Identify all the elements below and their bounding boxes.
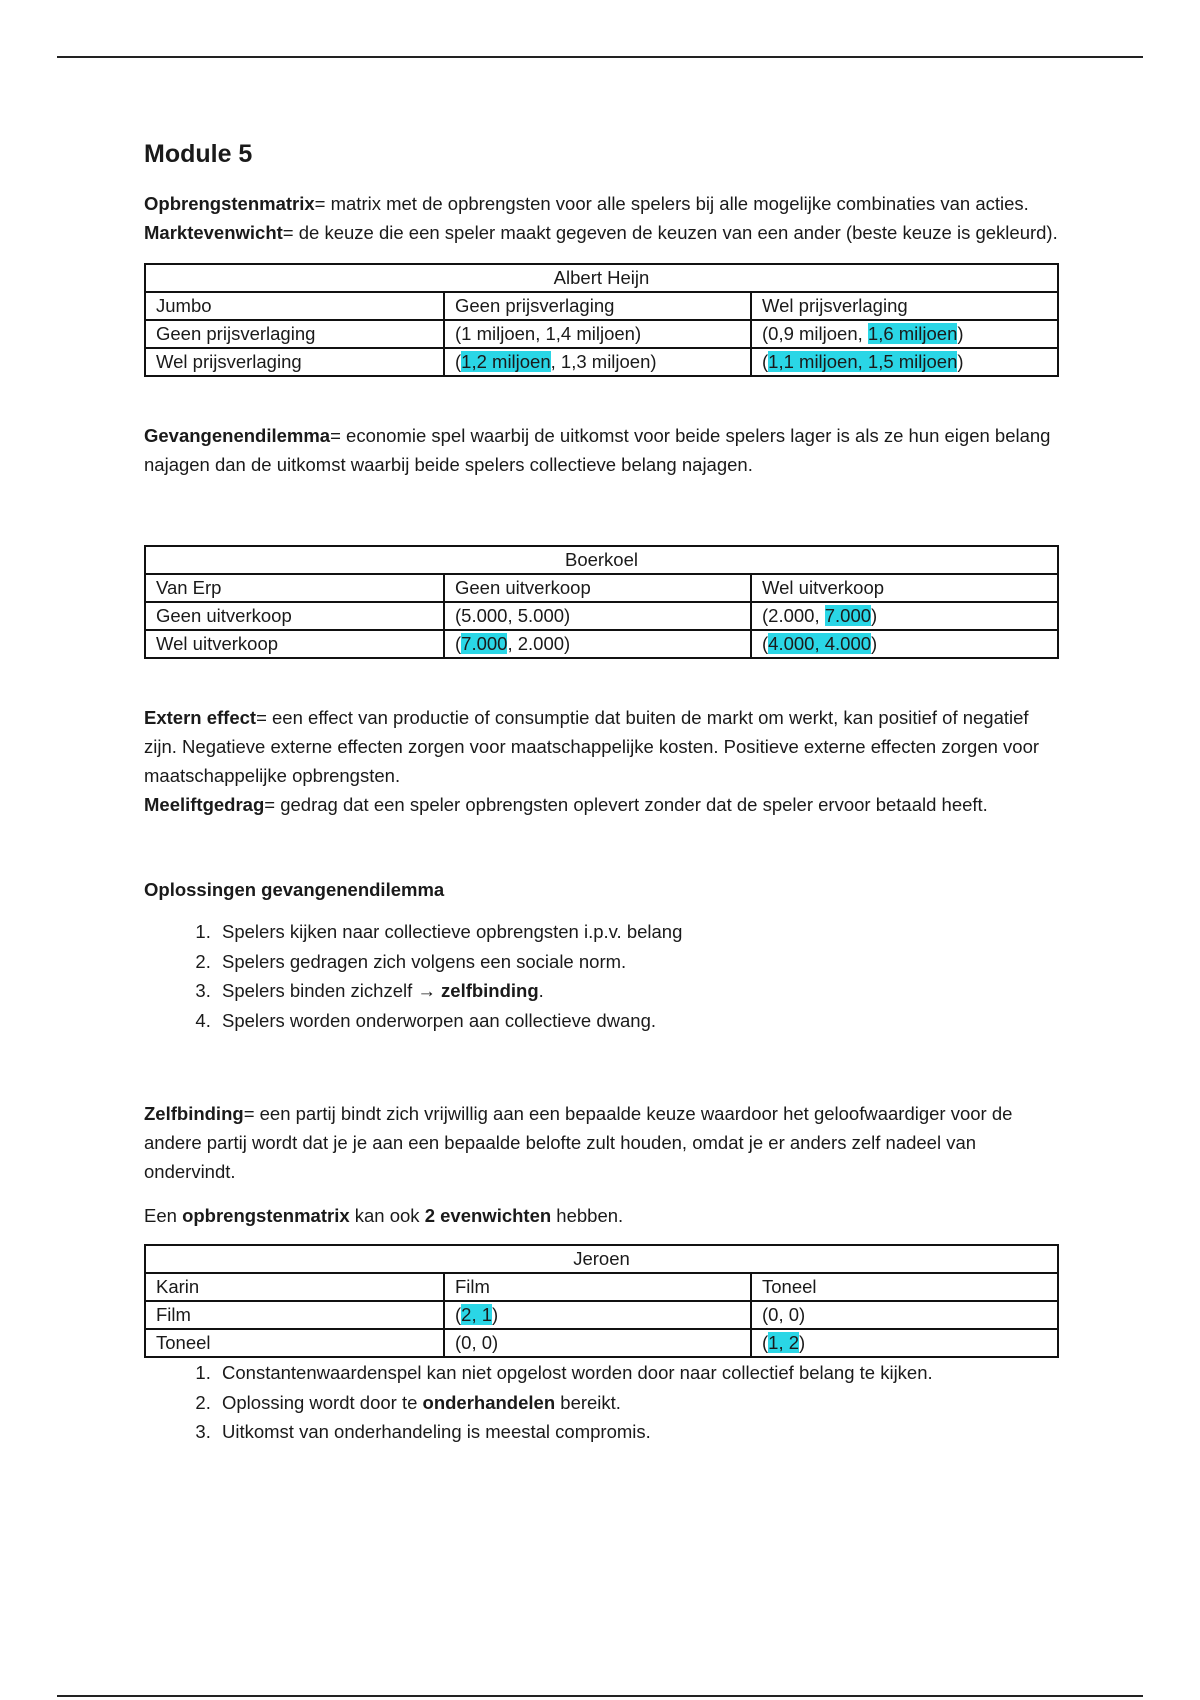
evenwichten-paragraph: Een opbrengstenmatrix kan ook 2 evenwichten hebben. <box>144 1205 624 1226</box>
table-cell: Toneel <box>145 1329 444 1357</box>
definition-marktevenwicht <box>144 218 1064 247</box>
table-cell: (0, 0) <box>444 1329 751 1357</box>
table-cell: (1,1 miljoen, 1,5 miljoen) <box>751 348 1058 376</box>
page-title: Module 5 <box>144 140 253 168</box>
arrow-right-icon: → <box>417 980 436 1001</box>
highlight: 4.000, 4.000 <box>768 633 872 654</box>
definition-text: = economie spel waarbij de uitkomst voor beide spelers lager is als ze hun eigen belang najagen dan de uitkomst waarbij beide spelers collectieve belang najagen. <box>144 425 1051 475</box>
table-cell: (0, 0) <box>751 1301 1058 1329</box>
table-cell: Van Erp <box>145 574 444 602</box>
definition-text: = een effect van productie of consumptie dat buiten de markt om werkt, kan positief of negatief zijn. Negatieve externe effecten zorgen voor maatschappelijke kosten. Positieve externe effecten zorgen voor maatschappelijke opbrengsten. <box>144 707 1040 786</box>
table-cell: (2, 1) <box>444 1301 751 1329</box>
table-cell: (7.000, 2.000) <box>444 630 751 658</box>
table-row <box>145 1273 1058 1301</box>
definition-text: = de keuze die een speler maakt gegeven de keuzen van een ander (beste keuze is gekleurd). <box>282 222 1058 243</box>
definition-meeliftgedrag <box>144 790 1064 819</box>
payoff-table-jeroen <box>144 1244 1059 1358</box>
table-cell: Karin <box>145 1273 444 1301</box>
header-rule <box>57 56 1143 58</box>
definition-text: = gedrag dat een speler opbrengsten oplevert zonder dat de speler ervoor betaald heeft. <box>264 794 988 815</box>
table-cell: Wel uitverkoop <box>145 630 444 658</box>
term: Meeliftgedrag <box>144 794 265 815</box>
table-cell: (1 miljoen, 1,4 miljoen) <box>444 320 751 348</box>
table-row <box>145 602 1058 630</box>
table-cell: (0,9 miljoen, 1,6 miljoen) <box>751 320 1058 348</box>
definition-extern-effect <box>144 703 1064 790</box>
table-cell: (1, 2) <box>751 1329 1058 1357</box>
footer-rule <box>57 1695 1143 1697</box>
list-item: 3. Uitkomst van onderhandeling is meestal compromis. <box>216 1417 1064 1447</box>
table-row <box>145 320 1058 348</box>
section-heading-oplossingen: Oplossingen gevangenendilemma <box>144 879 445 900</box>
table-cell: Jumbo <box>145 292 444 320</box>
table-cell: Wel prijsverlaging <box>145 348 444 376</box>
term: Marktevenwicht <box>144 222 283 243</box>
payoff-table-albert-heijn <box>144 263 1059 377</box>
definition-opbrengstenmatrix <box>144 189 1064 218</box>
table-cell: Geen prijsverlaging <box>145 320 444 348</box>
table-cell: Film <box>444 1273 751 1301</box>
list-item: 2. Spelers gedragen zich volgens een sociale norm. <box>216 947 1064 977</box>
table-header: Albert Heijn <box>145 264 1058 292</box>
highlight: 1,1 miljoen, 1,5 miljoen <box>768 351 958 372</box>
list-item: 4. Spelers worden onderworpen aan collectieve dwang. <box>216 1006 1064 1036</box>
list-item: 3. Spelers binden zichzelf → zelfbinding. <box>216 976 1064 1006</box>
highlight: 1,2 miljoen <box>461 351 551 372</box>
highlight: 7.000 <box>824 605 872 626</box>
list-item: 2. Oplossing wordt door te onderhandelen bereikt. <box>216 1388 1064 1418</box>
table-row <box>145 348 1058 376</box>
document-page <box>144 140 1064 1447</box>
table-cell: (4.000, 4.000) <box>751 630 1058 658</box>
term: Opbrengstenmatrix <box>144 193 315 214</box>
table-header: Jeroen <box>145 1245 1058 1273</box>
list-item: 1. Spelers kijken naar collectieve opbrengsten i.p.v. belang <box>216 917 1064 947</box>
table-row <box>145 292 1058 320</box>
oplossingen-list <box>144 917 1064 1035</box>
table-cell: Wel uitverkoop <box>751 574 1058 602</box>
table-cell: (1,2 miljoen, 1,3 miljoen) <box>444 348 751 376</box>
payoff-table-boerkoel <box>144 545 1059 659</box>
table-cell: (2.000, 7.000) <box>751 602 1058 630</box>
table-cell: Geen uitverkoop <box>444 574 751 602</box>
table-cell: Geen uitverkoop <box>145 602 444 630</box>
list-item: 1. Constantenwaardenspel kan niet opgelost worden door naar collectief belang te kijken. <box>216 1358 1064 1388</box>
constantenwaardenspel-list <box>144 1358 1064 1447</box>
highlight: 1, 2 <box>768 1332 800 1353</box>
highlight: 2, 1 <box>461 1304 493 1325</box>
table-row <box>145 1301 1058 1329</box>
table-cell: Film <box>145 1301 444 1329</box>
table-cell: Wel prijsverlaging <box>751 292 1058 320</box>
table-cell: Geen prijsverlaging <box>444 292 751 320</box>
definition-gevangenendilemma <box>144 421 1064 479</box>
table-cell: Toneel <box>751 1273 1058 1301</box>
table-row <box>145 574 1058 602</box>
table-header: Boerkoel <box>145 546 1058 574</box>
definition-text: = matrix met de opbrengsten voor alle spelers bij alle mogelijke combinaties van acties. <box>314 193 1029 214</box>
table-cell: (5.000, 5.000) <box>444 602 751 630</box>
table-row <box>145 630 1058 658</box>
table-row <box>145 1329 1058 1357</box>
term: Zelfbinding <box>144 1103 244 1124</box>
highlight: 7.000 <box>461 633 508 654</box>
highlight: 1,6 miljoen <box>867 323 958 344</box>
term: Extern effect <box>144 707 257 728</box>
term: Gevangenendilemma <box>144 425 331 446</box>
definition-zelfbinding <box>144 1099 1064 1186</box>
definition-text: = een partij bindt zich vrijwillig aan een bepaalde keuze waardoor het geloofwaardiger voor de andere partij wordt dat je je aan een bepaalde belofte zult houden, omdat je er anders zelf nadeel van ondervindt. <box>144 1103 1013 1182</box>
